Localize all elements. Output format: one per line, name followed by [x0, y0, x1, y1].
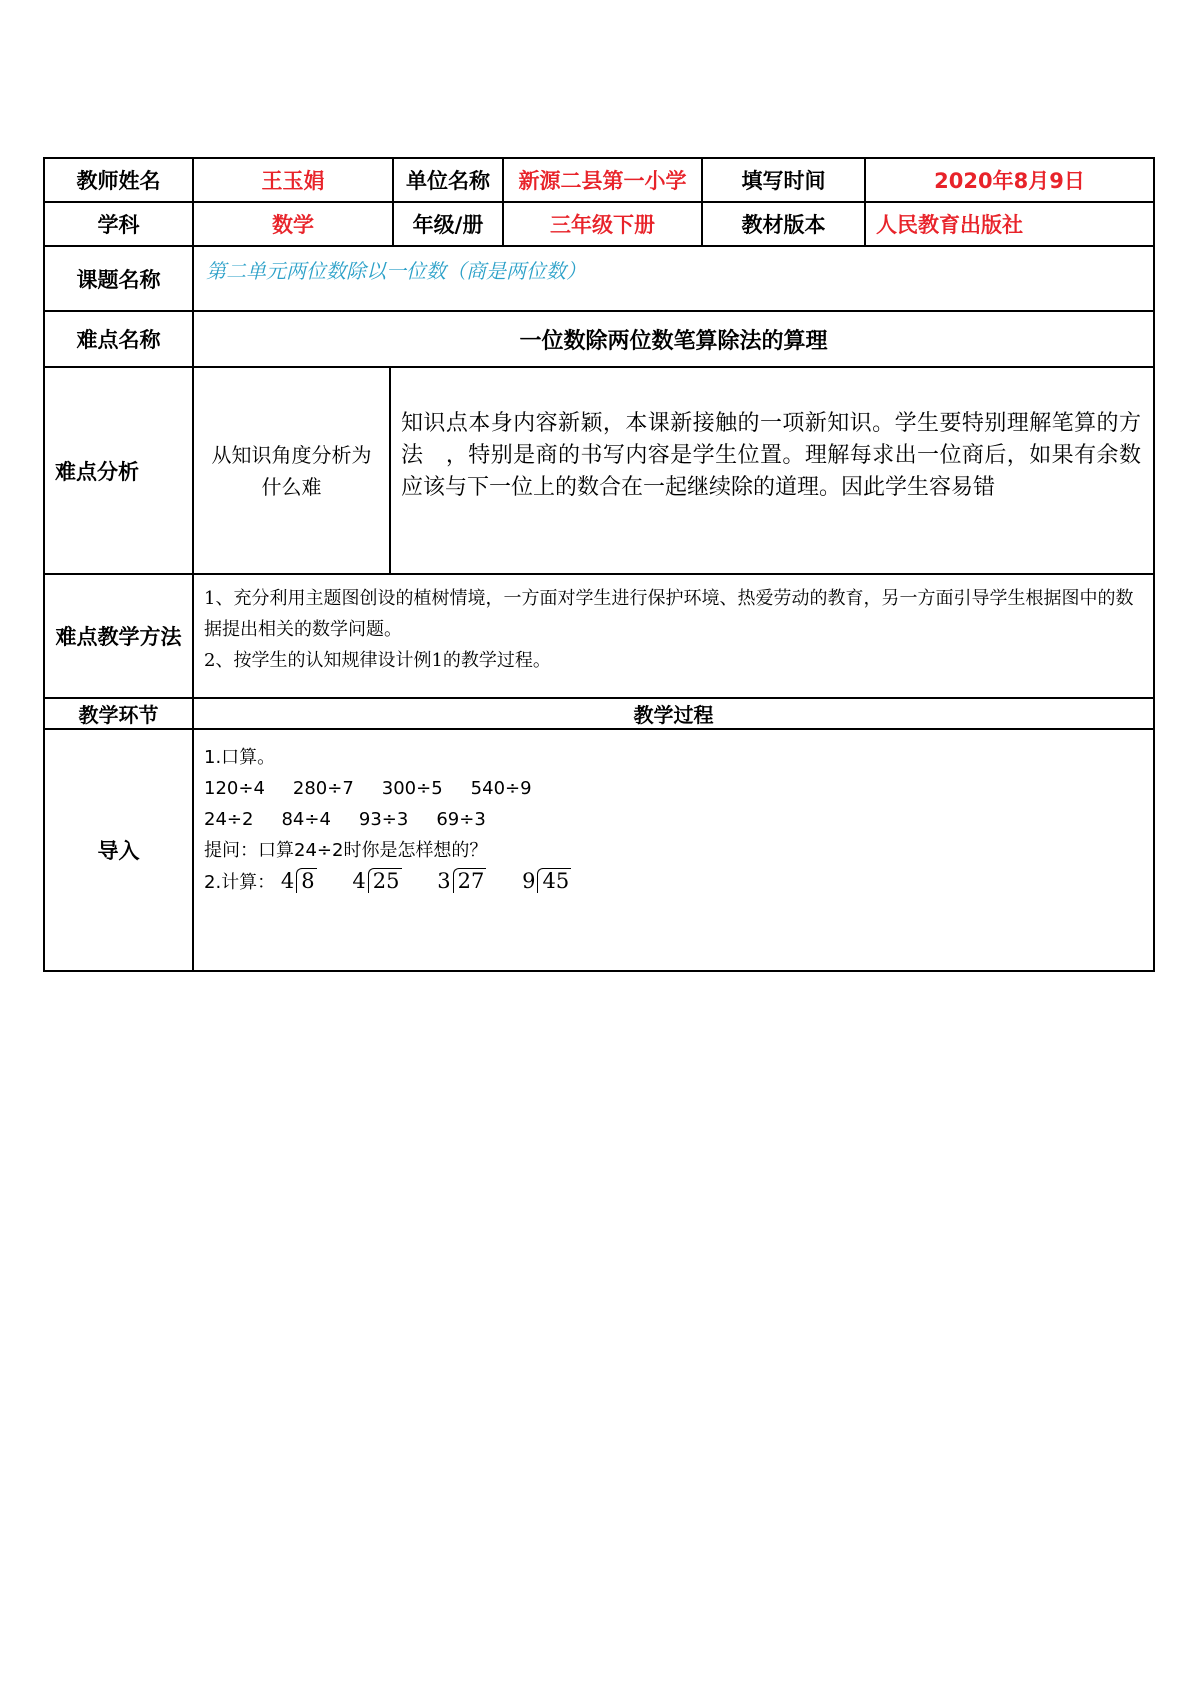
oral-calc-item: 69÷3 — [436, 809, 486, 830]
oral-calc-row-2 — [204, 804, 1143, 835]
subject-value: 数学 — [193, 202, 393, 246]
grade-value: 三年级下册 — [503, 202, 702, 246]
long-division — [281, 866, 317, 897]
subject-label: 学科 — [44, 202, 193, 246]
oral-calc-item: 24÷2 — [204, 809, 254, 830]
difficulty-label: 难点名称 — [44, 311, 193, 367]
topic-label: 课题名称 — [44, 246, 193, 311]
oral-calc-row-1 — [204, 773, 1143, 804]
process-header-row — [44, 698, 1154, 729]
process-header: 教学过程 — [193, 698, 1154, 729]
long-division — [352, 866, 401, 897]
oral-calc-item: 93÷3 — [358, 809, 409, 830]
lesson-plan-sheet — [43, 157, 1153, 972]
dividend: 45 — [537, 868, 571, 893]
divisor: 4 — [352, 869, 366, 893]
edition-value: 人民教育出版社 — [865, 202, 1154, 246]
divisor: 4 — [280, 869, 295, 893]
divisor: 3 — [437, 869, 451, 893]
written-calc-label: 2.计算： — [204, 872, 276, 893]
intro-question: 提问：口算24÷2时你是怎样想的？ — [204, 840, 488, 861]
oral-calc-title: 1.口算。 — [204, 747, 276, 768]
method-label: 难点教学方法 — [44, 574, 193, 698]
divisor: 9 — [522, 869, 536, 893]
oral-calc-item: 84÷4 — [281, 809, 331, 830]
edition-label: 教材版本 — [702, 202, 865, 246]
header-row-1 — [44, 158, 1154, 202]
analysis-text: 知识点本身内容新颖，本课新接触的一项新知识。学生要特别理解笔算的方法 ，特别是商的书写内容是学生位置。理解每求出一位商后，如果有余数应该与下一位上的数合在一起继续除的道理。因此学生容易错 — [390, 367, 1154, 574]
analysis-row — [44, 367, 1154, 574]
oral-calc-item: 300÷5 — [381, 778, 443, 799]
long-division — [437, 866, 486, 897]
grade-label: 年级/册 — [393, 202, 503, 246]
oral-calc-item: 120÷4 — [204, 778, 265, 799]
fill-date-label: 填写时间 — [702, 158, 865, 202]
analysis-label: 难点分析 — [44, 367, 193, 574]
unit-name-label: 单位名称 — [393, 158, 503, 202]
intro-label: 导入 — [44, 729, 193, 971]
difficulty-row — [44, 311, 1154, 367]
topic-value: 第二单元两位数除以一位数（商是两位数） — [193, 246, 1154, 311]
dividend: 25 — [368, 868, 402, 893]
difficulty-value: 一位数除两位数笔算除法的算理 — [193, 311, 1154, 367]
unit-name-value: 新源二县第一小学 — [503, 158, 702, 202]
long-division — [522, 866, 571, 897]
dividend: 27 — [453, 868, 487, 893]
fill-date-value: 2020年8月9日 — [865, 158, 1154, 202]
oral-calc-item: 280÷7 — [292, 778, 354, 799]
method-row — [44, 574, 1154, 698]
method-line-1: 1、充分利用主题图创设的植树情境，一方面对学生进行保护环境、热爱劳动的教育，另一方面引导学生根据图中的数据提出相关的数学问题。 — [204, 588, 1134, 640]
topic-row — [44, 246, 1154, 311]
process-label: 教学环节 — [44, 698, 193, 729]
method-content — [193, 574, 1154, 698]
teacher-name-label: 教师姓名 — [44, 158, 193, 202]
intro-content — [193, 729, 1154, 971]
teacher-name-value: 王玉娟 — [193, 158, 393, 202]
oral-calc-item: 540÷9 — [470, 778, 532, 799]
analysis-sub-label: 从知识角度分析为什么难 — [193, 367, 390, 574]
lesson-plan-table — [43, 157, 1155, 972]
header-row-2 — [44, 202, 1154, 246]
intro-row — [44, 729, 1154, 971]
dividend: 8 — [296, 868, 316, 893]
method-line-2: 2、按学生的认知规律设计例1的教学过程。 — [204, 650, 551, 671]
written-calc-line — [204, 866, 1143, 898]
